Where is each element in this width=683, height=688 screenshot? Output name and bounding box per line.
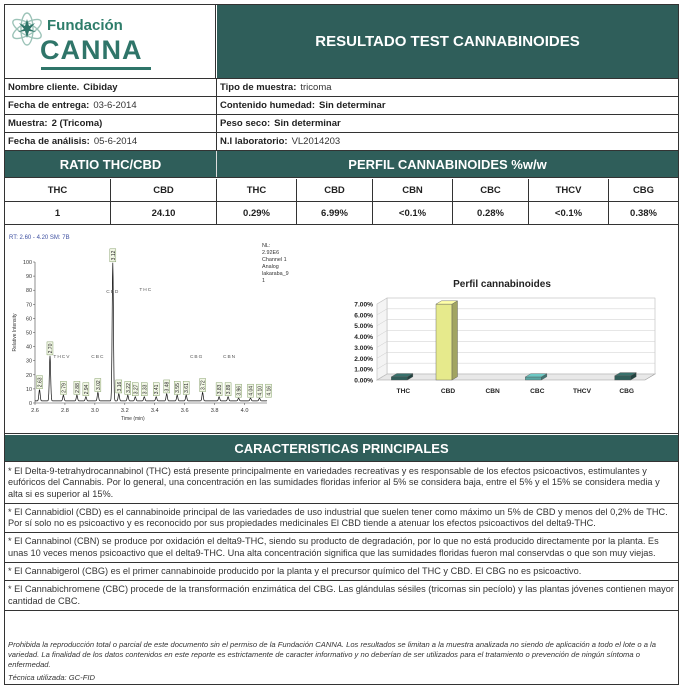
table-header-cell: CBC (453, 179, 529, 201)
table-header-row (5, 179, 678, 202)
y-tick-label: 0 (29, 401, 32, 407)
chromatogram-trace (35, 263, 267, 401)
client-cell (5, 79, 217, 96)
x-tick-label: 2.6 (31, 408, 39, 414)
y-tick-label: 1.00% (354, 366, 373, 374)
client-label: Nombre cliente. (8, 82, 80, 93)
table-header-cell: CBD (111, 179, 217, 201)
peak-label (36, 376, 43, 389)
humidity-label: Contenido humedad: (220, 100, 315, 111)
fundacion-canna-logo (5, 5, 216, 78)
logo-word-fundacion: Fundación (47, 17, 123, 34)
peak-label-text: 3.83 (217, 384, 224, 395)
peak-label-text: 3.72 (200, 380, 207, 391)
peak-label (74, 381, 81, 394)
compound-label: CBD (106, 290, 120, 295)
peak-label-text: 4.04 (248, 385, 255, 396)
y-tick-label: 50 (26, 330, 32, 337)
peak-label-text: 3.27 (133, 384, 140, 395)
chromatogram-chart (5, 226, 295, 433)
humidity-value: Sin determinar (319, 100, 386, 111)
technique-used: Técnica utilizada: GC-FID (8, 673, 95, 682)
y-tick-label: 70 (26, 302, 32, 309)
table-header-cell: THCV (529, 179, 609, 201)
info-row (5, 79, 678, 97)
lab-id-cell (217, 133, 678, 150)
analysis-date-cell (5, 133, 217, 150)
peak-label-text: 2.88 (74, 383, 81, 393)
peak-label-text: 3.16 (116, 381, 123, 392)
peak-label (164, 380, 171, 393)
chromatogram-info-line: Channel 1 (262, 257, 287, 263)
info-row (5, 115, 678, 133)
chart-floor (377, 374, 655, 380)
peak-label-text: 3.61 (184, 383, 191, 393)
peak-label (257, 384, 264, 397)
peak-label (125, 381, 132, 394)
x-tick-label: CBG (619, 388, 634, 395)
y-tick-label: 0.00% (354, 377, 373, 385)
profile-bar-chart (295, 226, 678, 433)
table-header-cell: CBN (373, 179, 453, 201)
peak-label (47, 342, 54, 355)
disclaimer: Prohibida la reproducción total o parcial de este documento sin el permiso de la Fundación CANNA. Los resultados se limitan a la muestra analizada no siendo de aplicación a todo el lote o a la variedad. La finalidad de los datos contenidos en este reporte es estrictamente de caracter informativo y no deberían de ser utilizados para el tratamiento o prevención de ningún síntoma o enfermedad. (8, 640, 656, 669)
chromatogram-panel (5, 226, 295, 433)
feature-cbg: * El Cannabigerol (CBG) es el primer cannabinoide producido por la planta y el precursor químico del THC y CBD. El CBG no es psicoactivo. (5, 563, 678, 581)
bar (615, 376, 631, 380)
delivery-label: Fecha de entrega: (8, 100, 90, 111)
chromatogram-header: RT: 2.60 - 4.20 SM: 7B (9, 235, 70, 241)
charts-area (5, 226, 678, 434)
peak-label (95, 379, 102, 392)
peak-label-text: 3.22 (125, 383, 132, 393)
report-sheet (4, 4, 679, 685)
x-tick-label: 2.8 (61, 408, 69, 414)
bar (391, 377, 407, 380)
info-row (5, 97, 678, 115)
table-header-cell: THC (217, 179, 297, 201)
x-tick-label: 3.6 (180, 408, 189, 414)
peak-label (141, 383, 148, 396)
y-tick-label: 7.00% (354, 301, 373, 309)
peak-label-text: 2.63 (37, 377, 44, 388)
y-tick-label: 90 (26, 274, 32, 281)
chromatogram-info-line: 2.92E6 (262, 250, 280, 256)
sample-value: 2 (Tricoma) (51, 118, 103, 129)
sample-info (5, 79, 678, 151)
table-cell: 1 (5, 202, 111, 224)
compound-label: THC (139, 288, 153, 293)
table-cell: 0.28% (453, 202, 529, 224)
sample-type-cell (217, 79, 678, 96)
features-title: CARACTERISTICAS PRINCIPALES (5, 435, 678, 462)
report-title: RESULTADO TEST CANNABINOIDES (217, 5, 678, 78)
y-tick-label: 6.00% (354, 312, 373, 320)
peak-label-text: 3.89 (226, 384, 233, 395)
table-cell: 0.38% (630, 207, 657, 219)
table-row (5, 202, 678, 225)
peak-label-text: 3.96 (236, 385, 243, 396)
peak-label (116, 380, 123, 393)
table-cell: 0.29% (217, 202, 297, 224)
results-table (5, 179, 678, 225)
table-header-cell: CBG (632, 184, 655, 196)
features-list (5, 463, 678, 611)
y-tick-label: 30 (26, 358, 32, 365)
sample-type-value: tricoma (300, 82, 332, 93)
y-tick-label: 4.00% (354, 334, 373, 342)
x-tick-label: 4.0 (240, 408, 249, 414)
peak-label-text: 4.10 (257, 385, 264, 396)
chart-back-wall (387, 298, 655, 374)
y-tick-label: 100 (23, 260, 32, 266)
peak-label (153, 383, 160, 396)
logo-underline (41, 67, 151, 70)
bar-side (452, 301, 458, 380)
sample-cell (5, 115, 217, 132)
report-header (5, 5, 678, 79)
x-tick-label: 3.2 (120, 408, 129, 414)
peak-label (248, 384, 255, 397)
chromatogram-info-line: NL: (262, 243, 271, 249)
peak-label (236, 384, 243, 397)
feature-thc: * El Delta-9-tetrahydrocannabinol (THC) está presente principalmente en variedades recreativas y es responsable de los efectos psicoactivos, estimulantes y eufóricos del Cannabis. Por lo general, una concentración en las sumidades floridas inferior al 5% se considera baja, entre el 5% y el 15% se considera media y alta si es superior al 15%. (5, 463, 678, 504)
dry-weight-cell (217, 115, 678, 132)
x-tick-label: CBC (530, 388, 545, 395)
peak-label-text: 2.79 (61, 383, 68, 393)
sample-label: Muestra: (8, 118, 48, 129)
table-cell: 24.10 (111, 202, 217, 224)
x-tick-label: THCV (573, 388, 591, 395)
results-section-header (5, 151, 678, 178)
y-tick-label: 60 (26, 316, 32, 323)
delivery-cell (5, 97, 217, 114)
feature-cbd: * El Cannabidiol (CBD) es el cannabinoide principal de las variedades de uso industrial que suelen tener como máximo un 5% de CBD y menos del 0,2% de THC. Por sí solo no es psicoactivo y es reconocido por sus propiedades medicinales El CBD tiende a atenuar los efectos psicoactivos del delta9-THC. (5, 504, 678, 534)
compound-label: CBG (189, 355, 204, 360)
bar (436, 304, 452, 380)
peak-label (110, 249, 117, 262)
peak-label (265, 384, 272, 397)
peak-label (216, 383, 223, 396)
analysis-date-label: Fecha de análisis: (8, 136, 90, 147)
table-cell: <0.1% (529, 202, 609, 224)
x-tick-label: THC (396, 388, 411, 395)
feature-cbn: * El Cannabinol (CBN) se produce por oxidación el delta9-THC, siendo su producto de degradación, por lo que no está producido directamente por la planta. Es unas 10 veces menos psicoactivo que el delta9-THC. Una alta concentración significa que las sumidades floridas fueron mal conservdas o que son muy viejas. (5, 533, 678, 563)
lab-id-value: VL2014203 (291, 136, 341, 147)
feature-cbc: * El Cannabichromene (CBC) procede de la transformación enzimática del CBG. Las glándulas sésiles (tricomas sin pecíolo) y las plantas jóvenes contienen mayor cantidad de CBC. (5, 581, 678, 611)
table-cell: <0.1% (373, 202, 453, 224)
peak-label (132, 383, 139, 396)
peak-label-text: 2.70 (47, 343, 54, 354)
bar-chart-title: Perfil cannabinoides (453, 279, 551, 290)
peak-label-text: 3.02 (95, 380, 102, 391)
client-value: Cibiday (83, 82, 118, 93)
chromatogram-info-line: Analog (262, 264, 279, 270)
y-tick-label: 80 (26, 288, 32, 295)
peak-label (60, 381, 67, 394)
dry-weight-value: Sin determinar (274, 118, 341, 129)
x-axis-label: Time (min) (121, 416, 145, 422)
peak-label-text: 2.94 (83, 384, 90, 395)
lab-id-label: N.I laboratorio: (220, 136, 288, 147)
peak-label (200, 379, 207, 392)
compound-label: CBN (223, 355, 237, 360)
dry-weight-label: Peso seco: (220, 118, 271, 129)
peak-label (174, 381, 181, 394)
info-row (5, 133, 678, 151)
delivery-value: 03-6-2014 (93, 100, 137, 111)
x-tick-label: CBD (440, 388, 456, 395)
humidity-cell (217, 97, 678, 114)
peak-label-text: 3.48 (164, 381, 171, 392)
peak-label-text: 3.12 (110, 250, 117, 261)
y-axis-label: Relative Intensity (12, 313, 18, 352)
compound-label: THCV (53, 355, 71, 360)
analysis-date-value: 05-6-2014 (93, 136, 138, 147)
chromatogram-info-line: lakaraba_9 (262, 271, 289, 277)
logo-word-canna: CANNA (40, 35, 143, 65)
table-header-cell: THC (5, 179, 111, 201)
x-tick-label: CBN (485, 388, 500, 395)
table-header-cell: CBD (297, 179, 373, 201)
y-tick-label: 40 (26, 344, 32, 351)
peak-label (225, 383, 232, 396)
peak-label-text: 4.16 (266, 385, 273, 396)
chromatogram-info-line: 1 (262, 278, 265, 284)
peak-label (183, 381, 190, 394)
peak-label-text: 3.41 (154, 384, 161, 395)
profile-chart-panel (295, 226, 678, 433)
x-tick-label: 3.4 (150, 408, 159, 414)
peak-label (83, 383, 90, 396)
y-tick-label: 5.00% (354, 323, 373, 331)
peak-label-text: 3.33 (142, 384, 149, 395)
compound-label: CBC (91, 355, 105, 360)
y-tick-label: 2.00% (354, 355, 373, 363)
y-tick-label: 3.00% (354, 344, 373, 352)
ratio-header: RATIO THC/CBD (5, 151, 217, 177)
y-tick-label: 20 (26, 372, 32, 379)
x-tick-label: 3.8 (210, 408, 219, 414)
x-tick-label: 3.0 (90, 408, 99, 414)
sample-type-label: Tipo de muestra: (220, 82, 297, 93)
y-tick-label: 10 (26, 386, 32, 393)
peak-label-text: 3.55 (175, 383, 182, 393)
chart-side-wall (377, 298, 387, 380)
bar (525, 377, 541, 380)
profile-header: PERFIL CANNABINOIDES %w/w (217, 151, 678, 177)
table-cell: 6.99% (297, 202, 373, 224)
